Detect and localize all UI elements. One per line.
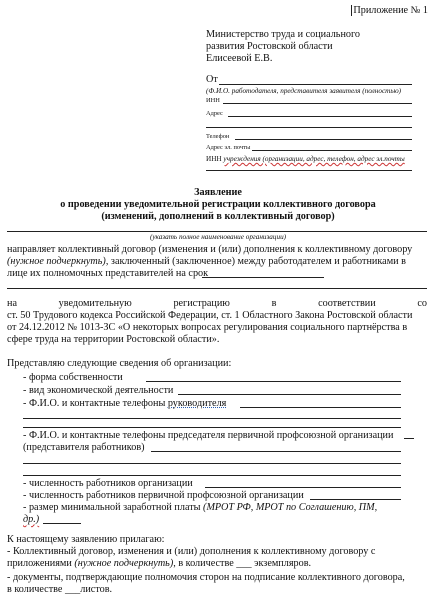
inn-label: ИНН bbox=[206, 97, 220, 104]
phone-label: Телефон bbox=[206, 133, 230, 140]
email-label: Адрес эл. почты bbox=[206, 144, 251, 151]
attachment-1-line1: - Коллективный договор, изменения и (или) дополнения к коллективному договору с bbox=[7, 546, 376, 557]
union-field-tail[interactable] bbox=[404, 438, 414, 439]
address-label: Адрес bbox=[206, 110, 223, 117]
term-field[interactable] bbox=[202, 277, 324, 278]
from-label: От bbox=[206, 74, 218, 85]
addressee-line-3: Елисеевой Е.В. bbox=[206, 53, 273, 64]
body-p1-line1: направляет коллективный договор (изменения и (или) дополнения к коллективному договору bbox=[7, 244, 413, 255]
ownership-field[interactable] bbox=[146, 381, 401, 382]
info-min-wage-label-2: др.) bbox=[23, 514, 40, 525]
union-separator bbox=[23, 427, 401, 428]
addressee-line-1: Министерство труда и социального bbox=[206, 29, 361, 40]
inn-org-line: ИНН учреждения (организации, адрес, телефон, адрес эл.почты bbox=[206, 155, 405, 163]
document-subtitle-1: о проведении уведомительной регистрации коллективного договора bbox=[60, 199, 376, 210]
body-p2-line2: ст. 50 Трудового кодекса Российской Федерации, ст. 1 Областного Закона Ростовской области bbox=[7, 310, 413, 321]
org-name-hint: (указать полное наименование организации) bbox=[149, 233, 287, 241]
info-ownership-label: - форма собственности bbox=[23, 372, 123, 383]
info-activity-label: - вид экономической деятельности bbox=[23, 385, 174, 396]
address-field-2[interactable] bbox=[206, 127, 412, 128]
activity-field[interactable] bbox=[178, 394, 401, 395]
union-field[interactable] bbox=[151, 451, 401, 452]
from-field[interactable] bbox=[219, 84, 412, 85]
inn-field[interactable] bbox=[223, 103, 412, 104]
attachment-1-line2: приложениями (нужное подчеркнуть), в количестве ___ экземпляров. bbox=[7, 558, 312, 569]
body-p1-line2: (нужное подчеркнуть), заключенный (заключенное) между работодателем и работниками в bbox=[7, 256, 406, 267]
addressee-line-2: развития Ростовской области bbox=[206, 41, 333, 52]
union-field-2[interactable] bbox=[23, 463, 401, 464]
attachments-intro: К настоящему заявлению прилагаю: bbox=[7, 534, 165, 545]
info-union-label-2: (представителя работников) bbox=[23, 442, 145, 453]
document-subtitle-2: (изменений, дополнений в коллективный договор) bbox=[101, 211, 335, 222]
head-field-2[interactable] bbox=[23, 418, 401, 419]
body-p2-line3: от 24.12.2012 № 1013-ЗС «О некоторых вопросах регулирования социального партнёрства в bbox=[7, 322, 408, 333]
head-field[interactable] bbox=[240, 407, 401, 408]
min-wage-field[interactable] bbox=[43, 523, 81, 524]
phone-field[interactable] bbox=[235, 139, 412, 140]
body-p2-line4: сфере труда на территории Ростовской области». bbox=[7, 334, 220, 345]
info-head-label: - Ф.И.О. и контактные телефоны руководителя bbox=[23, 398, 227, 409]
union-field-3[interactable] bbox=[23, 475, 401, 476]
appendix-label: Приложение № 1 bbox=[353, 5, 428, 16]
staff-field[interactable] bbox=[205, 487, 401, 488]
info-union-label-1: - Ф.И.О. и контактные телефоны председателя первичной профсоюзной организации bbox=[23, 430, 394, 441]
info-min-wage-label: - размер минимальной заработной платы (МРОТ РФ, МРОТ по Соглашению, ПМ, bbox=[23, 502, 378, 513]
from-hint: (Ф.И.О. работодателя, представителя заявителя (полностью) bbox=[206, 87, 402, 95]
email-field[interactable] bbox=[252, 150, 412, 151]
address-field[interactable] bbox=[228, 116, 412, 117]
org-details-field[interactable] bbox=[206, 170, 412, 171]
org-name-field[interactable] bbox=[7, 231, 427, 232]
info-union-staff-label: - численность работников первичной профсоюзной организации bbox=[23, 490, 304, 501]
union-staff-field[interactable] bbox=[310, 499, 401, 500]
attachment-2-line1: - документы, подтверждающие полномочия сторон на подписание коллективного договора, bbox=[7, 572, 405, 583]
term-field-2[interactable] bbox=[7, 288, 427, 289]
attachment-2-line2: в количестве ___листов. bbox=[7, 584, 113, 595]
body-p1-line3: лице их полномочных представителей на срок bbox=[7, 268, 209, 279]
info-staff-label: - численность работников организации bbox=[23, 478, 193, 489]
info-intro: Представляю следующие сведения об организации: bbox=[7, 358, 232, 369]
body-p2-line1: на уведомительную регистрацию в соответствии со bbox=[7, 298, 427, 309]
document-title: Заявление bbox=[194, 187, 242, 198]
